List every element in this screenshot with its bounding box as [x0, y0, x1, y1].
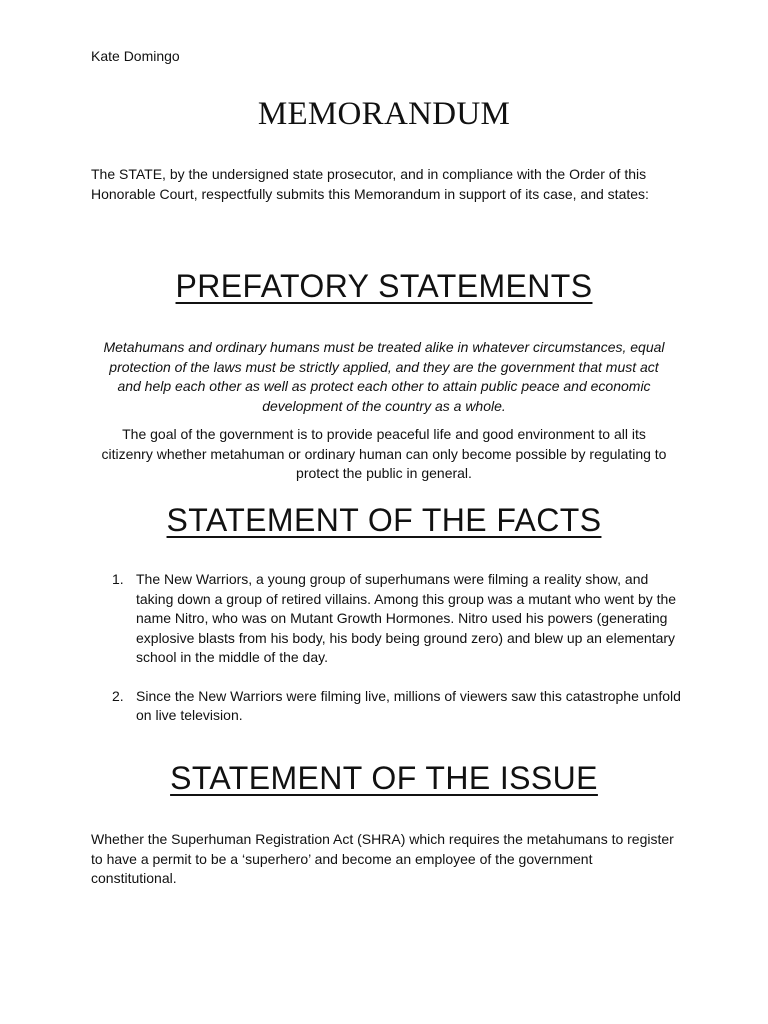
issue-paragraph: Whether the Superhuman Registration Act (SHRA) which requires the metahumans to register to have a permit to be a ‘superhero’ and become an employee of the government constitutional.: [91, 831, 674, 886]
statement-of-issue-heading: STATEMENT OF THE ISSUE: [170, 760, 598, 796]
fact-text: The New Warriors, a young group of superhumans were filming a reality show, and taking down a group of retired villains. Among this group was a mutant who went by the name Nitro, who was on Mutant Growth Hormones. Nitro used his powers (generating explosive blasts from his body, his body being ground zero) and blew up an elementary school in the middle of the day.: [136, 571, 677, 665]
statement-of-facts-heading: STATEMENT OF THE FACTS: [166, 502, 602, 538]
author-name: Kate Domingo: [91, 48, 180, 64]
intro-paragraph: The STATE, by the undersigned state prosecutor, and in compliance with the Order of this Honorable Court, respectfully submits this Memorandum in support of its case, and states:: [91, 166, 649, 202]
prefatory-statements-heading: PREFATORY STATEMENTS: [175, 268, 593, 304]
prefatory-goal-paragraph: The goal of the government is to provide peaceful life and good environment to all its citizenry whether metahuman or ordinary human can only become possible by regulating to protect the public in general.: [101, 426, 667, 481]
facts-list: [108, 570, 688, 726]
fact-number: 1.: [112, 571, 124, 587]
fact-text: Since the New Warriors were filming live, millions of viewers saw this catastrophe unfold on live television.: [136, 687, 681, 723]
fact-number: 2.: [112, 687, 124, 704]
fact-item: [108, 570, 688, 668]
fact-item: [108, 687, 688, 726]
document-title: MEMORANDUM: [257, 96, 511, 132]
prefatory-italic-paragraph: Metahumans and ordinary humans must be treated alike in whatever circumstances, equal protection of the laws must be strictly applied, and they are the government that must act and help each other as well as protect each other to attain public peace and economic development of the country as a whole.: [103, 339, 665, 414]
